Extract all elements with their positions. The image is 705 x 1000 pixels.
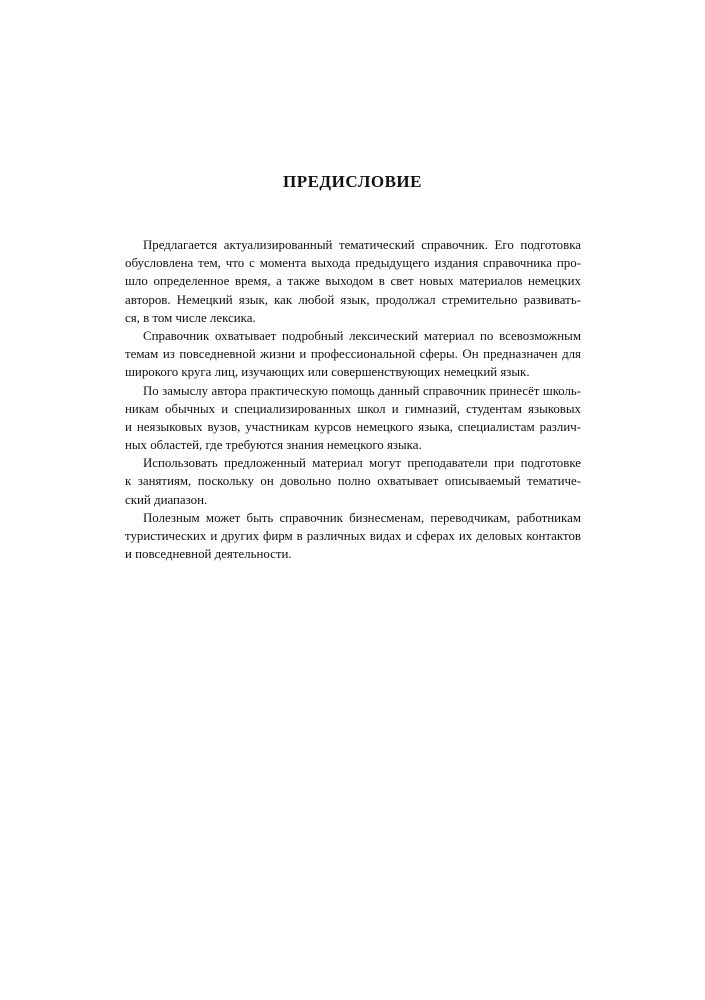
paragraph bbox=[125, 236, 581, 327]
text-line: туристических и других фирм в различных видах и сферах их деловых контактов bbox=[125, 529, 581, 543]
text-line: шло определенное время, а также выходом в свет новых материалов немецких bbox=[125, 274, 581, 289]
text-line: и неязыковых вузов, участникам курсов немецкого языка, специалистам различ- bbox=[125, 419, 581, 434]
text-line: Использовать предложенный материал могут преподаватели при подготовке bbox=[143, 456, 581, 471]
paragraph bbox=[125, 454, 581, 509]
text-line: ся, в том числе лексика. bbox=[125, 310, 256, 325]
text-line: широкого круга лиц, изучающих или совершенствующих немецкий язык. bbox=[125, 365, 530, 380]
text-line: Справочник охватывает подробный лексический материал по всевозможным bbox=[143, 328, 581, 343]
paragraph bbox=[125, 327, 581, 382]
page-title: ПРЕДИСЛОВИЕ bbox=[282, 172, 422, 191]
preface-body bbox=[125, 236, 581, 563]
text-line: По замыслу автора практическую помощь данный справочник принесёт школь- bbox=[143, 383, 581, 398]
text-line: авторов. Немецкий язык, как любой язык, продолжал стремительно развивать- bbox=[125, 292, 581, 307]
text-line: Полезным может быть справочник бизнесменам, переводчикам, работникам bbox=[143, 510, 581, 525]
paragraph bbox=[125, 382, 581, 455]
text-line: темам из повседневной жизни и профессиональной сферы. Он предназначен для bbox=[125, 347, 581, 362]
paragraph bbox=[125, 509, 581, 564]
text-line: ский диапазон. bbox=[125, 492, 208, 507]
text-line: Предлагается актуализированный тематический справочник. Его подготовка bbox=[143, 238, 581, 252]
text-line: ных областей, где требуются знания немецкого языка. bbox=[125, 438, 422, 453]
text-line: к занятиям, поскольку он довольно полно охватывает описываемый тематиче- bbox=[125, 474, 581, 489]
text-line: никам обычных и специализированных школ и гимназий, студентам языковых bbox=[125, 401, 581, 416]
text-line: обусловлена тем, что с момента выхода предыдущего издания справочника про- bbox=[125, 256, 581, 271]
text-line: и повседневной деятельности. bbox=[125, 547, 292, 562]
